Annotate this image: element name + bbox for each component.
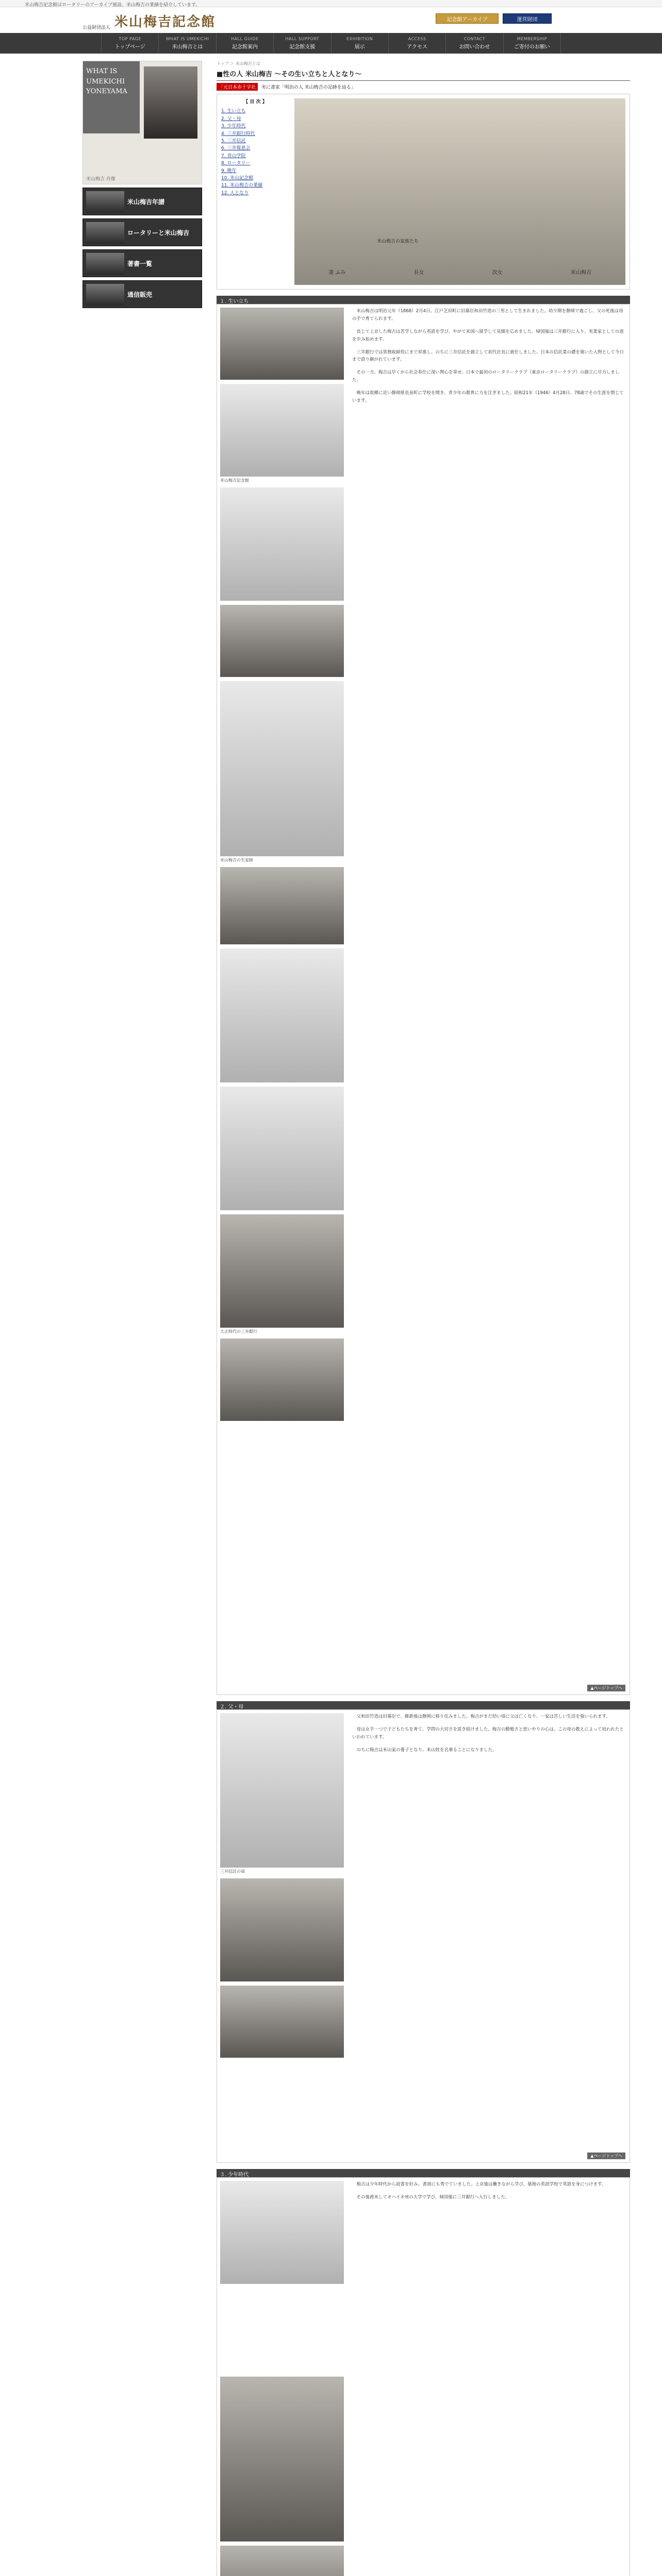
section-youth — [217, 2177, 630, 2576]
sidebar-link-chronology[interactable] — [82, 188, 202, 215]
brand-title: 米山梅吉記念館 — [114, 14, 216, 30]
paragraph: 父和田竹造は旧幕臣で、維新後は静岡に移り住みました。梅吉がまだ幼い頃に父は亡くなり、一家は苦しい生活を強いられます。 — [356, 1714, 610, 1719]
paragraph: のちに梅吉は米山家の養子となり、米山姓を名乗ることになりました。 — [356, 1747, 497, 1753]
toc-link[interactable]: 1. 生い立ち — [221, 109, 246, 114]
photo-column — [220, 308, 344, 1425]
photo-column — [220, 1713, 344, 2062]
toc-link[interactable]: 11. 米山梅吉の業績 — [221, 183, 263, 189]
nav-en-label: MEMBERSHIP — [517, 37, 547, 41]
site-description-strip: 米山梅吉記念館はロータリーのアーカイブ施設、米山梅吉の業績を紹介しています。 — [0, 0, 662, 7]
section-text — [352, 1713, 626, 1754]
photo-caption: 米山梅吉記念館 — [220, 478, 249, 483]
nav-membership[interactable] — [504, 33, 561, 54]
page-top-link[interactable]: ▲ページトップへ — [587, 2153, 625, 2159]
global-nav — [0, 33, 662, 54]
section-heading: ２. 父・母 — [217, 1701, 630, 1709]
nav-exhibition[interactable] — [332, 33, 389, 54]
nav-hall-guide[interactable] — [217, 33, 274, 54]
nav-en-label: EXHIBITION — [346, 37, 373, 41]
nav-ja-label: ご寄付のお願い — [514, 44, 550, 50]
paragraph: 三井銀行では常務取締役にまで昇進し、のちに三井信託を創立して初代社長に就任しました。日本の信託業の礎を築いた人物として今日まで語り継がれています。 — [352, 349, 624, 363]
nav-ja-label: 記念館支援 — [289, 44, 316, 50]
section-heading: １. 生い立ち — [217, 296, 630, 304]
photo-name: 妻 ふみ — [328, 270, 346, 276]
section-photo — [220, 2377, 344, 2541]
table-of-contents — [221, 98, 289, 285]
family-photo-caption: 米山梅吉の家族たち — [377, 239, 419, 244]
portrait-heading: WHAT IS UMEKICHI YONEYAMA — [83, 61, 140, 133]
paragraph: 米山梅吉は明治元年（1868）2月4日、江戸芝田町に旧幕臣和田竹造の三男として生まれました。幼少期を静岡で過ごし、父の死後は母の手で育てられます。 — [352, 309, 623, 321]
archive-button[interactable]: 記念館アーカイブ — [436, 13, 499, 24]
breadcrumb: トップ ＞ 米山梅吉とは — [217, 61, 260, 66]
link-thumbnail — [86, 222, 124, 244]
photo-caption: 三井信託の頃 — [220, 1869, 245, 1874]
site-header — [0, 7, 662, 33]
section-photo — [220, 948, 344, 1082]
toc-link[interactable]: 8. ロータリー — [221, 161, 251, 166]
section-photo — [220, 384, 344, 477]
page-top-link[interactable]: ▲ページトップへ — [587, 1685, 625, 1691]
paragraph: 長じて上京した梅吉は苦学しながら英語を学び、やがて米国へ留学して見聞を広めました。帰国後は三井銀行に入り、実業家としての道を歩み始めます。 — [352, 329, 624, 342]
nav-ja-label: トップページ — [114, 44, 145, 50]
section-photo — [220, 681, 344, 856]
nav-access[interactable] — [389, 33, 446, 54]
photo-name: 次女 — [492, 270, 503, 276]
intro-badge: 「元日本赤十字社 — [217, 83, 258, 91]
page-title: ■性の人 米山梅吉 ～その生い立ちと人となり～ — [217, 69, 630, 81]
nav-en-label: CONTACT — [464, 37, 486, 41]
toc-link[interactable]: 5. 三井信託 — [221, 138, 246, 144]
section-photo — [220, 1087, 344, 1210]
nav-hall-support[interactable] — [274, 33, 331, 54]
link-thumbnail — [86, 253, 124, 275]
intro-text: 実に書家「明治の人 米山梅吉の足跡を辿る」 — [261, 85, 356, 90]
nav-en-label: HALL GUIDE — [231, 37, 259, 41]
section-photo — [220, 2546, 344, 2576]
nav-en-label: TOP PAGE — [119, 37, 141, 41]
photo-name: 米山梅吉 — [570, 270, 591, 276]
sidebar-link-shop[interactable] — [82, 280, 202, 308]
brand-logo[interactable] — [82, 11, 216, 30]
sidebar-link-label: ロータリーと米山梅吉 — [127, 229, 190, 236]
section-text — [352, 2181, 626, 2201]
toc-link[interactable]: 10. 米山記念館 — [221, 175, 254, 181]
sidebar-link-label: 米山梅吉年譜 — [127, 198, 165, 206]
sidebar-link-label: 通信販売 — [127, 291, 153, 298]
paragraph: その後渡米してオハイオ州の大学で学び、帰国後に三井銀行へ入行しました。 — [356, 2194, 510, 2200]
section-parents — [217, 1709, 630, 2163]
paragraph: 晩年は故郷に近い静岡県長泉町に学校を開き、青少年の教育に力を注ぎました。昭和21年（1946）4月28日、78歳でその生涯を閉じています。 — [352, 391, 624, 403]
photo-caption: 大正時代の三井銀行 — [220, 1329, 257, 1334]
section-text — [352, 308, 626, 405]
section-photo — [220, 867, 344, 944]
page-body — [0, 54, 662, 2576]
nav-en-label: ACCESS — [408, 37, 426, 41]
toc-link[interactable]: 7. 青山学院 — [221, 153, 246, 159]
sidebar-link-rotary[interactable] — [82, 218, 202, 246]
section-photo — [220, 605, 344, 677]
portrait-photo — [144, 66, 197, 139]
nav-top[interactable] — [101, 33, 159, 54]
family-photo-names — [294, 268, 625, 276]
foundation-button[interactable]: 運営財団 — [503, 13, 552, 24]
paragraph: 梅吉は少年時代から読書を好み、書道にも秀でていました。上京後は働きながら学び、築地の英語学校で英語を身につけます。 — [356, 2182, 606, 2187]
toc-link[interactable]: 2. 父・母 — [221, 116, 241, 122]
toc-link[interactable]: 6. 三井報恩会 — [221, 146, 251, 151]
toc-panel — [217, 94, 630, 290]
portrait-caption: 米山梅吉 肖像 — [86, 177, 115, 182]
section-photo — [220, 1713, 344, 1868]
link-thumbnail — [86, 191, 124, 213]
section-photo — [220, 1878, 344, 1981]
nav-ja-label: お問い合わせ — [459, 44, 490, 50]
toc-link[interactable]: 12. 人となり — [221, 190, 249, 196]
sidebar-link-label: 著書一覧 — [127, 260, 153, 267]
section-photo — [220, 308, 344, 380]
toc-link[interactable]: 9. 晩年 — [221, 168, 237, 174]
section-photo — [220, 2181, 344, 2284]
paragraph: その一方、梅吉は早くから社会奉仕に深い関心を寄せ、日本で最初のロータリークラブ（東京ロータリークラブ）の創立に尽力しました。 — [352, 370, 620, 383]
section-photo — [220, 1986, 344, 2058]
section-upbringing — [217, 304, 630, 1695]
toc-title: 【 目 次 】 — [243, 99, 267, 105]
section-photo — [220, 487, 344, 601]
sidebar — [82, 61, 202, 308]
portrait-panel — [82, 61, 202, 184]
link-thumbnail — [86, 284, 124, 306]
family-photo — [294, 98, 625, 285]
paragraph: 母は女手一つで子どもたちを育て、学問の大切さを説き続けました。梅吉の勤勉さと思いやりの心は、この母の教えによって培われたといわれています。 — [352, 1726, 624, 1740]
photo-column — [220, 2181, 344, 2576]
section-heading: ３. 少年時代 — [217, 2169, 630, 2177]
section-photo — [220, 1338, 344, 1421]
photo-caption: 米山梅吉の生家跡 — [220, 858, 253, 862]
main-content — [217, 61, 630, 2576]
nav-en-label: WHAT IS UMEKICHI — [166, 37, 209, 41]
intro-line — [217, 83, 630, 91]
nav-ja-label: 展示 — [354, 44, 365, 50]
toc-link[interactable]: 3. 少年時代 — [221, 124, 246, 129]
sidebar-link-books[interactable] — [82, 249, 202, 277]
nav-ja-label: 記念館案内 — [231, 44, 258, 50]
nav-ja-label: 米山梅吉とは — [172, 44, 203, 50]
nav-ja-label: アクセス — [407, 44, 427, 50]
nav-en-label: HALL SUPPORT — [285, 37, 320, 41]
brand-small-label: 公益財団法人 — [82, 25, 111, 30]
section-photo — [220, 1214, 344, 1328]
toc-link[interactable]: 4. 三井銀行時代 — [221, 131, 255, 137]
nav-contact[interactable] — [446, 33, 503, 54]
photo-name: 長女 — [413, 270, 424, 276]
nav-what-is[interactable] — [159, 33, 216, 54]
